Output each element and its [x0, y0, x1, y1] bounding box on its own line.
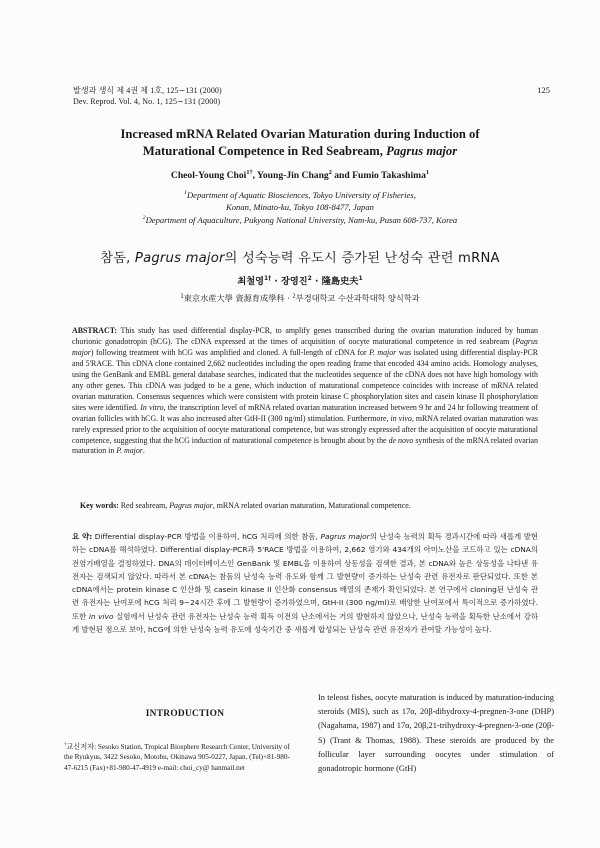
- abstract-text: ) following treatment with hCG was amplified and cloned. A full-length of cDNA for: [90, 347, 370, 357]
- abstract-italic: de novo: [388, 435, 414, 445]
- abstract-italic: in vivo: [390, 413, 412, 423]
- abstract-text: , mRNA related ovarian maturation was rarely expressed prior to the acquisition of oocyte maturational competence, but was strongly expressed after the acquisition of oocyte maturational competence, suggesting that the hCG induction of maturational competence is brought about by the: [72, 413, 538, 445]
- author-1: Cheol-Young Choi: [170, 170, 247, 181]
- affiliation-2: [60, 214, 540, 226]
- korean-affiliation-2: 부경대학교 수산과학대학 양식학과: [295, 293, 420, 303]
- abstract-text: was isolated using differential display-PCR and 5'RACE. This cDNA clone contained 2,662 nucleotides including the open reading frame that encoded 434 amino acids. Homology analyses, using the GenBank and EMBL general database searches, indicated that the nucleotides sequence of the cDNA does not have high homology with any other genes. This cDNA was judged to be a gene, which induction of maturational competence coincides with increase of mRNA related ovarian maturation. Consensus sequences which were consistent with protein kinase C phosphorylation sites and casein kinase II phosphorylation sites were identified.: [72, 347, 538, 412]
- title-line-2-text: Maturational Competence in Red Seabream,: [142, 144, 387, 158]
- author-3-mark: 1: [425, 168, 430, 176]
- author-2: Young-Jin Chang: [257, 170, 329, 181]
- korean-affiliation-1-mark: 1: [180, 293, 184, 300]
- title-line-1: Increased mRNA Related Ovarian Maturation during Induction of: [120, 127, 480, 141]
- abstract-text: , the transcription level of mRNA related ovarian maturation increased between 9 hr and 24 hr following treatment of ovarian follicles with hCG. It was also increased after GtH-II (300 ng/ml) stimulation. Furthermore,: [72, 402, 538, 423]
- journal-header: [73, 85, 222, 107]
- title-species-name: Pagrus major: [386, 144, 458, 158]
- section-heading-introduction: INTRODUCTION: [145, 709, 225, 719]
- keywords-italic: Pagrus major: [169, 501, 213, 510]
- affiliation-1-text: Department of Aquatic Biosciences, Tokyo University of Fisheries,: [186, 190, 416, 200]
- korean-author-2-mark: 2: [307, 274, 312, 282]
- author-list: [60, 170, 540, 181]
- korean-affiliation-2-mark: 2: [292, 293, 296, 300]
- korean-author-separator: ·: [271, 276, 282, 287]
- journal-citation-english: Dev. Reprod. Vol. 4, No. 1, 125∼131 (2000): [73, 97, 221, 106]
- footnote-mark: †: [64, 742, 67, 748]
- korean-author-1: 최철영: [237, 276, 264, 287]
- abstract-text: This study has used differential display-PCR, to amplify genes transcribed during the ovarian maturation induced by human chorionic gonadotropin (hCG). The cDNA expressed at the times of acquisition of oocyte maturational competence in red seabream (: [72, 326, 538, 346]
- korean-abstract-text: Differential display-PCR 방법을 이용하여, hCG 처리에 의한 참돔,: [92, 532, 321, 541]
- author-1-mark: 1†: [246, 168, 253, 176]
- korean-author-3: 隆島史夫: [321, 276, 359, 287]
- korean-affiliations: [60, 293, 540, 304]
- abstract-label: ABSTRACT:: [72, 326, 118, 335]
- korean-title: [60, 247, 540, 266]
- abstract-text: .: [142, 446, 145, 456]
- footnote-text: 교신저자: Sesoko Station, Tropical Biosphere Research Center, University of the Ryukyus, 3422 Sesoko, Motobu, Okinawa 905-0227, Japan. (Tel)+81-980-47-6215 (Fax)+81-980-47-4919 e-mail: choi_cy@ hanmail.net: [64, 743, 290, 772]
- page-number: 125: [537, 85, 550, 95]
- title-line-2: [60, 143, 540, 160]
- korean-abstract-label: 요 약:: [72, 532, 93, 541]
- corresponding-author-footnote: [64, 742, 292, 773]
- korean-title-species: Pagrus major: [134, 251, 225, 266]
- korean-author-separator: ·: [311, 276, 322, 287]
- korean-title-post: 의 성숙능력 유도시 증가된 난성숙 관련 mRNA: [224, 251, 500, 266]
- english-abstract: [72, 326, 538, 457]
- author-2-mark: 2: [328, 168, 332, 176]
- keywords: [80, 501, 538, 512]
- affiliation-1: [60, 189, 540, 213]
- korean-abstract-text: 실험에서 난성숙 관련 유전자는 난성숙 능력 획득 이전의 난소에서는 거의 발현하지 않았으나, 난성숙 능력을 획득한 난소에서 강하게 발현된 점으로 보아, hCG에 의한 난성숙 능력 유도에 성숙기간 중 새롭게 합성되는 난성숙 관련 유전자가 관여할 가능성이 높다.: [72, 611, 538, 635]
- abstract-italic: Pagrus major: [72, 336, 538, 357]
- abstract-italic: P. major: [116, 446, 143, 456]
- author-separator: ,: [252, 170, 258, 181]
- affiliation-1-line-1: [60, 189, 540, 201]
- korean-abstract-italic: in vivo: [88, 611, 114, 621]
- abstract-italic: In vitro: [140, 402, 164, 412]
- affiliation-1-mark: 1: [184, 190, 187, 197]
- abstract-text: synthesis of the mRNA related ovarian maturation in: [72, 435, 538, 456]
- korean-abstract-italic: Pagrus major: [320, 532, 370, 541]
- keywords-text: , mRNA related ovarian maturation, Maturational competence.: [212, 501, 411, 510]
- affiliation-2-mark: 2: [142, 215, 146, 222]
- korean-author-list: [60, 273, 540, 287]
- keywords-label: Key words:: [80, 501, 119, 510]
- journal-citation-korean: 발생과 생식 제 4권 제 1호, 125∼131 (2000): [73, 86, 222, 95]
- korean-title-pre: 참돔,: [100, 251, 135, 266]
- affiliation-2-text: Department of Aquaculture, Pukyong National University, Nam-ku, Pusan 608-737, Korea: [145, 215, 458, 225]
- korean-abstract: [72, 530, 538, 636]
- korean-affiliation-1: 東京水産大學 資源育成學科 ·: [183, 293, 293, 303]
- author-3: Fumio Takashima: [352, 170, 426, 181]
- introduction-paragraph: In teleost fishes, oocyte maturation is induced by maturation-inducing steroids (MIS), such as 17α, 20β-dihydroxy-4-pregnen-3-one (DHP) (Nagahama, 1987) and 17α, 20β,21-trihydroxy-4-pregnen-3-one (20β-S) (Trant & Thomas, 1988). These steroids are produced by the follicular layer surrounding oocytes under stimulation of gonadotropic hormone (GtH): [318, 693, 554, 774]
- affiliation-1-line-2: Konan, Minato-ku, Tokyo 108-8477, Japan: [226, 202, 374, 212]
- paper-title: [60, 126, 540, 160]
- korean-author-1-mark: 1†: [264, 274, 272, 282]
- keywords-text: Red seabream,: [118, 501, 170, 510]
- author-conjunction: and: [331, 170, 353, 181]
- korean-abstract-text: 의 난성숙 능력의 획득 경과시간에 따라 새롭게 발현하는 cDNA를 해석하였다. Differential display-PCR과 5'RACE 방법을 이용하여, 2,662 염기와 434개의 아미노산을 코드하고 있는 cDNA의 전염기배열을 결정하였다. DNA의 데이터베이스인 GenBank 및 EMBL을 이용하여 상동성을 검색한 결과, 본 cDNA와 높은 상동성을 나타낸 유전자는 검색되지 않았다. 따라서 본 cDNA는 참돔의 난성숙 능력 유도와 함께 그 발현량이 증가하는 난성숙 관련 유전자로 판단되었다. 또한 본 cDNA에서는 protein kinase C 인산화 및 casein kinase II 인산화 consensus 배열의 존재가 확인되었다. 본 연구에서 cloning된 난성숙 관련 유전자는 난여포에 hCG 처리 9∼24시간 후에 그 발현량이 증가하였으며, GtH-II (300 ng/ml)로 배양한 난여포에서 특이적으로 증가하였다. 또한: [72, 532, 538, 621]
- korean-author-3-mark: 1: [358, 274, 363, 282]
- abstract-italic: P. major: [369, 347, 397, 357]
- korean-author-2: 장영진: [281, 276, 308, 287]
